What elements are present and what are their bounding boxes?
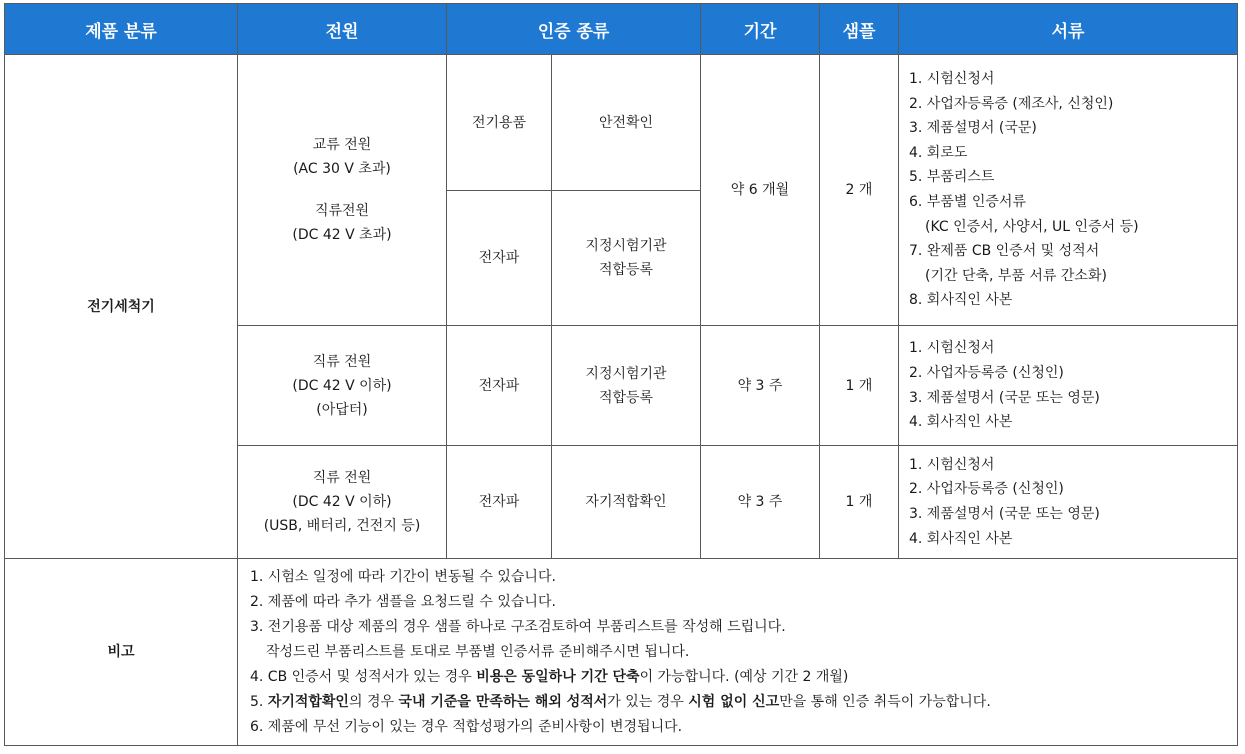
remark-item: 3. 전기용품 대상 제품의 경우 샘플 하나로 구조검토하여 부품리스트를 작성해 드립니다. (250, 618, 786, 635)
cert-name (552, 326, 701, 446)
doc-item: 3. 제품설명서 (국문 또는 영문) (909, 506, 1100, 522)
period-cell: 약 6 개월 (701, 55, 820, 326)
documents-list (899, 326, 1238, 446)
cert-name (552, 191, 701, 326)
period-cell: 약 3 주 (701, 446, 820, 559)
doc-item: (기간 단축, 부품 서류 간소화) (925, 267, 1107, 284)
doc-item: 2. 사업자등록증 (제조사, 신청인) (909, 95, 1114, 112)
remark-item: 작성드린 부품리스트를 토대로 부품별 인증서류 준비해주시면 됩니다. (266, 643, 690, 660)
cert-type: 전자파 (447, 446, 552, 559)
cert-name-line: 지정시험기관 (585, 238, 667, 254)
power-line: (DC 42 V 초과) (292, 227, 392, 243)
remarks-row (5, 559, 1238, 746)
documents-list (899, 55, 1238, 326)
power-cell (238, 55, 447, 326)
power-line: (DC 42 V 이하) (292, 377, 392, 394)
power-line: 직류 전원 (312, 470, 372, 486)
doc-item: 6. 부품별 인증서류 (909, 194, 1026, 210)
header-documents: 서류 (899, 4, 1238, 55)
power-cell (238, 326, 447, 446)
header-sample: 샘플 (820, 4, 899, 55)
doc-item: 7. 완제품 CB 인증서 및 성적서 (909, 243, 1100, 260)
cert-name-line: 적합등록 (598, 389, 654, 406)
power-line: (AC 30 V 초과) (293, 161, 391, 177)
power-line: (USB, 배터리, 건전지 등) (263, 518, 421, 534)
doc-item: 4. 회사직인 사본 (909, 414, 1013, 431)
table-row (5, 55, 1238, 191)
sample-cell: 1 개 (820, 446, 899, 559)
power-line: 교류 전원 (312, 137, 372, 153)
header-category: 제품 분류 (5, 4, 238, 55)
power-cell (238, 446, 447, 559)
doc-item: 2. 사업자등록증 (신청인) (909, 481, 1064, 498)
documents-list (899, 446, 1238, 559)
sample-cell: 2 개 (820, 55, 899, 326)
header-row (5, 4, 1238, 55)
sample-cell: 1 개 (820, 326, 899, 446)
power-line: (아답터) (316, 401, 368, 418)
doc-item: 4. 회사직인 사본 (909, 530, 1013, 547)
doc-item: 5. 부품리스트 (909, 169, 995, 186)
doc-item: 3. 제품설명서 (국문 또는 영문) (909, 389, 1100, 406)
cert-type: 전자파 (447, 326, 552, 446)
doc-item: 1. 시험신청서 (909, 456, 995, 473)
cert-name: 자기적합확인 (552, 446, 701, 559)
doc-item: 3. 제품설명서 (국문) (909, 120, 1037, 137)
remarks-label: 비고 (5, 559, 238, 746)
cert-type: 전기용품 (447, 55, 552, 191)
product-name: 전기세척기 (5, 55, 238, 559)
doc-item: (KC 인증서, 사양서, UL 인증서 등) (925, 218, 1139, 235)
power-line: 직류 전원 (312, 353, 372, 370)
cert-name-line: 지정시험기관 (585, 365, 667, 382)
remark-item: 4. CB 인증서 및 성적서가 있는 경우 비용은 동일하나 기간 단축이 가능합니다. (예상 기간 2 개월) (250, 668, 849, 685)
header-power: 전원 (238, 4, 447, 55)
doc-item: 2. 사업자등록증 (신청인) (909, 364, 1064, 381)
doc-item: 1. 시험신청서 (909, 340, 995, 357)
certification-table (4, 3, 1238, 746)
doc-item: 8. 회사직인 사본 (909, 292, 1013, 309)
doc-item: 4. 회로도 (909, 144, 968, 161)
remark-item: 5. 자기적합확인의 경우 국내 기준을 만족하는 해외 성적서가 있는 경우 시험 없이 신고만을 통해 인증 취득이 가능합니다. (250, 693, 991, 710)
remark-item: 6. 제품에 무선 기능이 있는 경우 적합성평가의 준비사항이 변경됩니다. (250, 718, 683, 735)
cert-type: 전자파 (447, 191, 552, 326)
power-line: 직류전원 (314, 203, 370, 219)
power-line: (DC 42 V 이하) (292, 494, 392, 510)
cert-name: 안전확인 (552, 55, 701, 191)
remarks-list (238, 559, 1238, 746)
doc-item: 1. 시험신청서 (909, 71, 995, 88)
remark-item: 1. 시험소 일정에 따라 기간이 변동될 수 있습니다. (250, 568, 556, 585)
remark-item: 2. 제품에 따라 추가 샘플을 요청드릴 수 있습니다. (250, 593, 556, 610)
header-period: 기간 (701, 4, 820, 55)
header-cert-type: 인증 종류 (447, 4, 701, 55)
period-cell: 약 3 주 (701, 326, 820, 446)
cert-name-line: 적합등록 (598, 262, 654, 278)
